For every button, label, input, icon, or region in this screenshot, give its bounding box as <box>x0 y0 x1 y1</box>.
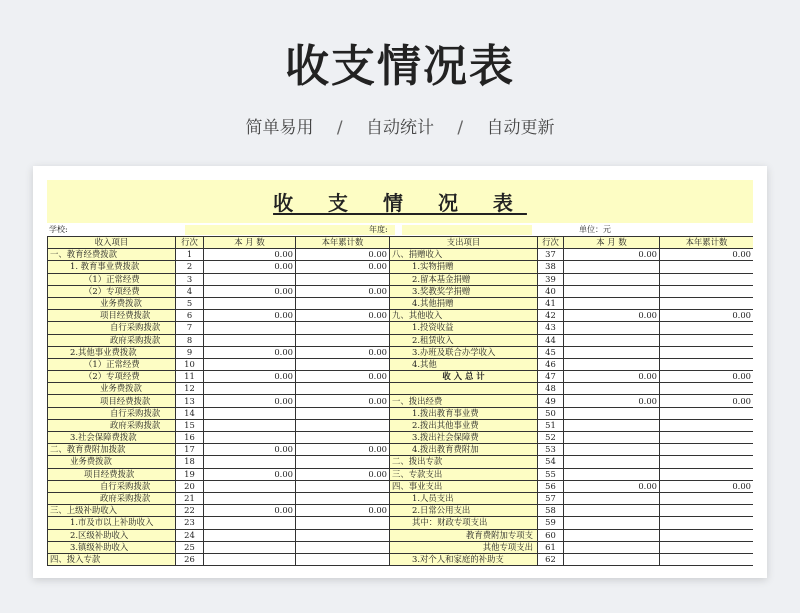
expense-line-cell: 45 <box>538 346 564 358</box>
expense-year-cell[interactable] <box>660 383 754 395</box>
income-line-cell: 10 <box>176 358 204 370</box>
table-row <box>48 285 754 297</box>
income-line-cell: 14 <box>176 407 204 419</box>
income-year-cell[interactable] <box>296 517 390 529</box>
income-month-cell[interactable]: 0.00 <box>204 346 296 358</box>
income-month-cell[interactable] <box>204 432 296 444</box>
income-line-cell: 8 <box>176 334 204 346</box>
expense-month-cell[interactable] <box>564 322 660 334</box>
table-row <box>48 541 754 553</box>
tag-auto-update: 自动更新 <box>486 118 555 138</box>
expense-year-cell[interactable] <box>660 468 754 480</box>
income-item-cell: 政府采购拨款 <box>48 492 176 504</box>
expense-line-cell: 39 <box>538 273 564 285</box>
expense-year-cell[interactable] <box>660 517 754 529</box>
expense-year-cell[interactable] <box>660 322 754 334</box>
table-row <box>48 505 754 517</box>
expense-line-cell: 49 <box>538 395 564 407</box>
income-line-cell: 21 <box>176 492 204 504</box>
expense-line-cell: 51 <box>538 419 564 431</box>
income-line-cell: 19 <box>176 468 204 480</box>
expense-line-cell: 58 <box>538 505 564 517</box>
expense-year-cell[interactable] <box>660 419 754 431</box>
income-month-cell[interactable] <box>204 541 296 553</box>
expense-month-cell[interactable] <box>564 285 660 297</box>
expense-item-cell: 3.拨出社会保障费 <box>390 432 538 444</box>
school-input-cell[interactable] <box>185 225 395 235</box>
expense-year-cell[interactable] <box>660 346 754 358</box>
expense-line-cell: 43 <box>538 322 564 334</box>
col-expense-item: 支出项目 <box>390 237 538 249</box>
table-row <box>48 444 754 456</box>
table-row <box>48 432 754 444</box>
income-item-cell: （2）专项经费 <box>48 371 176 383</box>
expense-month-cell[interactable] <box>564 419 660 431</box>
income-year-cell[interactable] <box>296 383 390 395</box>
income-line-cell: 1 <box>176 249 204 261</box>
income-month-cell[interactable] <box>204 383 296 395</box>
expense-year-cell[interactable]: 0.00 <box>660 480 754 492</box>
income-year-cell[interactable]: 0.00 <box>296 249 390 261</box>
year-label: 年度: <box>369 225 388 234</box>
expense-month-cell[interactable] <box>564 407 660 419</box>
expense-month-cell[interactable] <box>564 273 660 285</box>
income-month-cell[interactable] <box>204 480 296 492</box>
table-row <box>48 492 754 504</box>
income-item-cell: 3.镇级补助收入 <box>48 541 176 553</box>
expense-year-cell[interactable] <box>660 273 754 285</box>
income-line-cell: 2 <box>176 261 204 273</box>
income-line-cell: 13 <box>176 395 204 407</box>
expense-line-cell: 40 <box>538 285 564 297</box>
income-month-cell[interactable]: 0.00 <box>204 310 296 322</box>
income-year-cell[interactable] <box>296 297 390 309</box>
expense-year-cell[interactable] <box>660 553 754 565</box>
expense-month-cell[interactable] <box>564 492 660 504</box>
income-year-cell[interactable] <box>296 322 390 334</box>
tag-easy: 简单易用 <box>245 118 314 138</box>
sheet-meta-row <box>47 224 753 236</box>
income-month-cell[interactable] <box>204 407 296 419</box>
expense-item-cell: 其中：财政专项支出 <box>390 517 538 529</box>
col-expense-line: 行次 <box>538 237 564 249</box>
expense-month-cell[interactable]: 0.00 <box>564 371 660 383</box>
table-row <box>48 553 754 565</box>
expense-year-cell[interactable]: 0.00 <box>660 249 754 261</box>
expense-month-cell[interactable] <box>564 517 660 529</box>
col-income-month: 本 月 数 <box>204 237 296 249</box>
expense-year-cell[interactable] <box>660 541 754 553</box>
expense-line-cell: 48 <box>538 383 564 395</box>
expense-year-cell[interactable]: 0.00 <box>660 371 754 383</box>
spreadsheet <box>47 180 753 578</box>
income-month-cell[interactable] <box>204 553 296 565</box>
expense-item-cell: 4.其他捐赠 <box>390 297 538 309</box>
income-item-cell: 自行采购拨款 <box>48 322 176 334</box>
expense-year-cell[interactable] <box>660 529 754 541</box>
income-month-cell[interactable] <box>204 322 296 334</box>
expense-item-cell: 1.拨出教育事业费 <box>390 407 538 419</box>
expense-item-cell: 二、拨出专款 <box>390 456 538 468</box>
table-row <box>48 297 754 309</box>
income-line-cell: 4 <box>176 285 204 297</box>
income-expense-table <box>47 236 753 566</box>
expense-item-cell: 3.奖教奖学捐赠 <box>390 285 538 297</box>
income-month-cell[interactable] <box>204 419 296 431</box>
table-row <box>48 310 754 322</box>
income-month-cell[interactable]: 0.00 <box>204 285 296 297</box>
income-year-cell[interactable]: 0.00 <box>296 285 390 297</box>
table-row <box>48 249 754 261</box>
income-item-cell: 自行采购拨款 <box>48 480 176 492</box>
expense-year-cell[interactable]: 0.00 <box>660 310 754 322</box>
expense-item-cell: 2.拨出其他事业费 <box>390 419 538 431</box>
table-row <box>48 395 754 407</box>
income-item-cell: 业务费拨款 <box>48 297 176 309</box>
expense-year-cell[interactable] <box>660 444 754 456</box>
expense-item-cell: 教育费附加专项支 <box>390 529 538 541</box>
income-year-cell[interactable]: 0.00 <box>296 310 390 322</box>
income-year-cell[interactable] <box>296 334 390 346</box>
expense-year-cell[interactable] <box>660 492 754 504</box>
expense-line-cell: 62 <box>538 553 564 565</box>
income-year-cell[interactable] <box>296 419 390 431</box>
table-row <box>48 407 754 419</box>
expense-item-cell: 一、拨出经费 <box>390 395 538 407</box>
table-header-row <box>48 237 754 249</box>
income-line-cell: 18 <box>176 456 204 468</box>
income-year-cell[interactable]: 0.00 <box>296 346 390 358</box>
expense-line-cell: 47 <box>538 371 564 383</box>
expense-line-cell: 61 <box>538 541 564 553</box>
table-row <box>48 358 754 370</box>
income-item-cell: 1. 教育事业费拨款 <box>48 261 176 273</box>
expense-year-cell[interactable] <box>660 297 754 309</box>
col-income-item: 收入项目 <box>48 237 176 249</box>
income-item-cell: 一、教育经费拨款 <box>48 249 176 261</box>
expense-item-cell <box>390 383 538 395</box>
table-row <box>48 273 754 285</box>
expense-line-cell: 59 <box>538 517 564 529</box>
expense-item-cell: 八、捐赠收入 <box>390 249 538 261</box>
expense-year-cell[interactable] <box>660 261 754 273</box>
expense-item-cell: 四、事业支出 <box>390 480 538 492</box>
income-item-cell: 业务费拨款 <box>48 383 176 395</box>
income-item-cell: 2.其他事业费拨款 <box>48 346 176 358</box>
expense-line-cell: 38 <box>538 261 564 273</box>
expense-month-cell[interactable] <box>564 529 660 541</box>
income-line-cell: 7 <box>176 322 204 334</box>
expense-month-cell[interactable] <box>564 505 660 517</box>
income-line-cell: 5 <box>176 297 204 309</box>
income-month-cell[interactable] <box>204 297 296 309</box>
income-line-cell: 11 <box>176 371 204 383</box>
income-item-cell: （1）正常经费 <box>48 358 176 370</box>
expense-item-cell: 收 入 总 计 <box>390 371 538 383</box>
income-month-cell[interactable] <box>204 517 296 529</box>
table-row <box>48 371 754 383</box>
tag-auto-stats: 自动统计 <box>366 118 434 138</box>
expense-item-cell: 1.人员支出 <box>390 492 538 504</box>
table-row <box>48 261 754 273</box>
expense-line-cell: 53 <box>538 444 564 456</box>
income-item-cell: （2）专项经费 <box>48 285 176 297</box>
expense-item-cell: 其他专项支出 <box>390 541 538 553</box>
expense-month-cell[interactable] <box>564 444 660 456</box>
expense-month-cell[interactable] <box>564 334 660 346</box>
col-income-line: 行次 <box>176 237 204 249</box>
table-row <box>48 529 754 541</box>
income-year-cell[interactable] <box>296 432 390 444</box>
expense-month-cell[interactable] <box>564 468 660 480</box>
income-item-cell: 项目经费拨款 <box>48 310 176 322</box>
income-year-cell[interactable]: 0.00 <box>296 261 390 273</box>
table-row <box>48 517 754 529</box>
page-title: 收支情况表 <box>285 41 515 92</box>
income-line-cell: 12 <box>176 383 204 395</box>
income-month-cell[interactable]: 0.00 <box>204 505 296 517</box>
income-item-cell: 3.社会保障费拨款 <box>48 432 176 444</box>
table-row <box>48 346 754 358</box>
expense-item-cell: 4.其他 <box>390 358 538 370</box>
income-year-cell[interactable]: 0.00 <box>296 371 390 383</box>
year-input-cell[interactable] <box>402 225 532 235</box>
school-label: 学校: <box>49 225 68 234</box>
expense-item-cell: 1.实物捐赠 <box>390 261 538 273</box>
expense-month-cell[interactable]: 0.00 <box>564 480 660 492</box>
expense-month-cell[interactable] <box>564 553 660 565</box>
income-item-cell: 1.市及市以上补助收入 <box>48 517 176 529</box>
table-row <box>48 456 754 468</box>
expense-line-cell: 46 <box>538 358 564 370</box>
expense-year-cell[interactable] <box>660 432 754 444</box>
income-month-cell[interactable] <box>204 273 296 285</box>
income-year-cell[interactable]: 0.00 <box>296 444 390 456</box>
income-month-cell[interactable]: 0.00 <box>204 249 296 261</box>
expense-item-cell: 4.拨出教育费附加 <box>390 444 538 456</box>
expense-item-cell: 2.留本基金捐赠 <box>390 273 538 285</box>
income-line-cell: 15 <box>176 419 204 431</box>
expense-month-cell[interactable] <box>564 261 660 273</box>
table-row <box>48 334 754 346</box>
expense-year-cell[interactable]: 0.00 <box>660 395 754 407</box>
expense-month-cell[interactable] <box>564 358 660 370</box>
income-line-cell: 9 <box>176 346 204 358</box>
income-line-cell: 22 <box>176 505 204 517</box>
income-item-cell: （1）正常经费 <box>48 273 176 285</box>
expense-line-cell: 50 <box>538 407 564 419</box>
table-row <box>48 468 754 480</box>
col-expense-month: 本 月 数 <box>564 237 660 249</box>
table-row <box>48 383 754 395</box>
income-year-cell[interactable] <box>296 407 390 419</box>
expense-item-cell: 2.租赁收入 <box>390 334 538 346</box>
spreadsheet-preview-card <box>33 166 767 578</box>
income-month-cell[interactable] <box>204 529 296 541</box>
income-item-cell: 2.区级补助收入 <box>48 529 176 541</box>
table-row <box>48 419 754 431</box>
income-month-cell[interactable]: 0.00 <box>204 395 296 407</box>
income-line-cell: 3 <box>176 273 204 285</box>
income-item-cell: 自行采购拨款 <box>48 407 176 419</box>
expense-item-cell: 三、专款支出 <box>390 468 538 480</box>
income-year-cell[interactable] <box>296 492 390 504</box>
expense-month-cell[interactable]: 0.00 <box>564 310 660 322</box>
feature-tags <box>0 113 800 138</box>
income-line-cell: 20 <box>176 480 204 492</box>
income-year-cell[interactable]: 0.00 <box>296 468 390 480</box>
expense-year-cell[interactable] <box>660 407 754 419</box>
income-item-cell: 项目经费拨款 <box>48 395 176 407</box>
col-expense-year: 本年累计数 <box>660 237 754 249</box>
income-month-cell[interactable] <box>204 358 296 370</box>
income-line-cell: 16 <box>176 432 204 444</box>
income-item-cell: 二、教育费附加拨款 <box>48 444 176 456</box>
expense-month-cell[interactable] <box>564 383 660 395</box>
income-line-cell: 26 <box>176 553 204 565</box>
income-item-cell: 四、拨入专款 <box>48 553 176 565</box>
income-year-cell[interactable]: 0.00 <box>296 395 390 407</box>
table-row <box>48 322 754 334</box>
income-item-cell: 项目经费拨款 <box>48 468 176 480</box>
income-line-cell: 6 <box>176 310 204 322</box>
income-year-cell[interactable] <box>296 529 390 541</box>
income-month-cell[interactable]: 0.00 <box>204 468 296 480</box>
expense-year-cell[interactable] <box>660 505 754 517</box>
income-month-cell[interactable] <box>204 492 296 504</box>
expense-year-cell[interactable] <box>660 285 754 297</box>
expense-item-cell: 九、其他收入 <box>390 310 538 322</box>
col-income-year: 本年累计数 <box>296 237 390 249</box>
expense-month-cell[interactable] <box>564 456 660 468</box>
expense-item-cell: 1.投资收益 <box>390 322 538 334</box>
expense-line-cell: 57 <box>538 492 564 504</box>
income-year-cell[interactable] <box>296 480 390 492</box>
income-year-cell[interactable] <box>296 553 390 565</box>
expense-item-cell: 3.对个人和家庭的补助支 <box>390 553 538 565</box>
income-month-cell[interactable]: 0.00 <box>204 261 296 273</box>
expense-line-cell: 42 <box>538 310 564 322</box>
income-line-cell: 23 <box>176 517 204 529</box>
income-line-cell: 17 <box>176 444 204 456</box>
income-item-cell: 三、上级补助收入 <box>48 505 176 517</box>
expense-line-cell: 56 <box>538 480 564 492</box>
expense-item-cell: 3.办班及联合办学收入 <box>390 346 538 358</box>
expense-year-cell[interactable] <box>660 334 754 346</box>
expense-line-cell: 41 <box>538 297 564 309</box>
expense-line-cell: 44 <box>538 334 564 346</box>
income-item-cell: 政府采购拨款 <box>48 419 176 431</box>
sheet-title-row <box>47 180 753 224</box>
income-month-cell[interactable] <box>204 334 296 346</box>
expense-line-cell: 54 <box>538 456 564 468</box>
tag-separator: / <box>457 118 464 138</box>
income-year-cell[interactable] <box>296 541 390 553</box>
income-year-cell[interactable] <box>296 456 390 468</box>
expense-month-cell[interactable]: 0.00 <box>564 395 660 407</box>
expense-year-cell[interactable] <box>660 456 754 468</box>
table-row <box>48 480 754 492</box>
income-year-cell[interactable]: 0.00 <box>296 505 390 517</box>
income-month-cell[interactable]: 0.00 <box>204 371 296 383</box>
expense-month-cell[interactable] <box>564 541 660 553</box>
unit-label: 单位：元 <box>579 225 611 234</box>
expense-month-cell[interactable] <box>564 297 660 309</box>
expense-line-cell: 55 <box>538 468 564 480</box>
expense-line-cell: 60 <box>538 529 564 541</box>
expense-line-cell: 37 <box>538 249 564 261</box>
sheet-title: 收 支 情 况 表 <box>273 191 527 215</box>
income-line-cell: 25 <box>176 541 204 553</box>
income-line-cell: 24 <box>176 529 204 541</box>
income-item-cell: 业务费拨款 <box>48 456 176 468</box>
expense-month-cell[interactable] <box>564 346 660 358</box>
expense-item-cell: 2.日常公用支出 <box>390 505 538 517</box>
income-item-cell: 政府采购拨款 <box>48 334 176 346</box>
income-year-cell[interactable] <box>296 358 390 370</box>
expense-month-cell[interactable]: 0.00 <box>564 249 660 261</box>
expense-line-cell: 52 <box>538 432 564 444</box>
expense-month-cell[interactable] <box>564 432 660 444</box>
tag-separator: / <box>336 118 343 138</box>
income-month-cell[interactable] <box>204 456 296 468</box>
expense-year-cell[interactable] <box>660 358 754 370</box>
income-month-cell[interactable]: 0.00 <box>204 444 296 456</box>
income-year-cell[interactable] <box>296 273 390 285</box>
